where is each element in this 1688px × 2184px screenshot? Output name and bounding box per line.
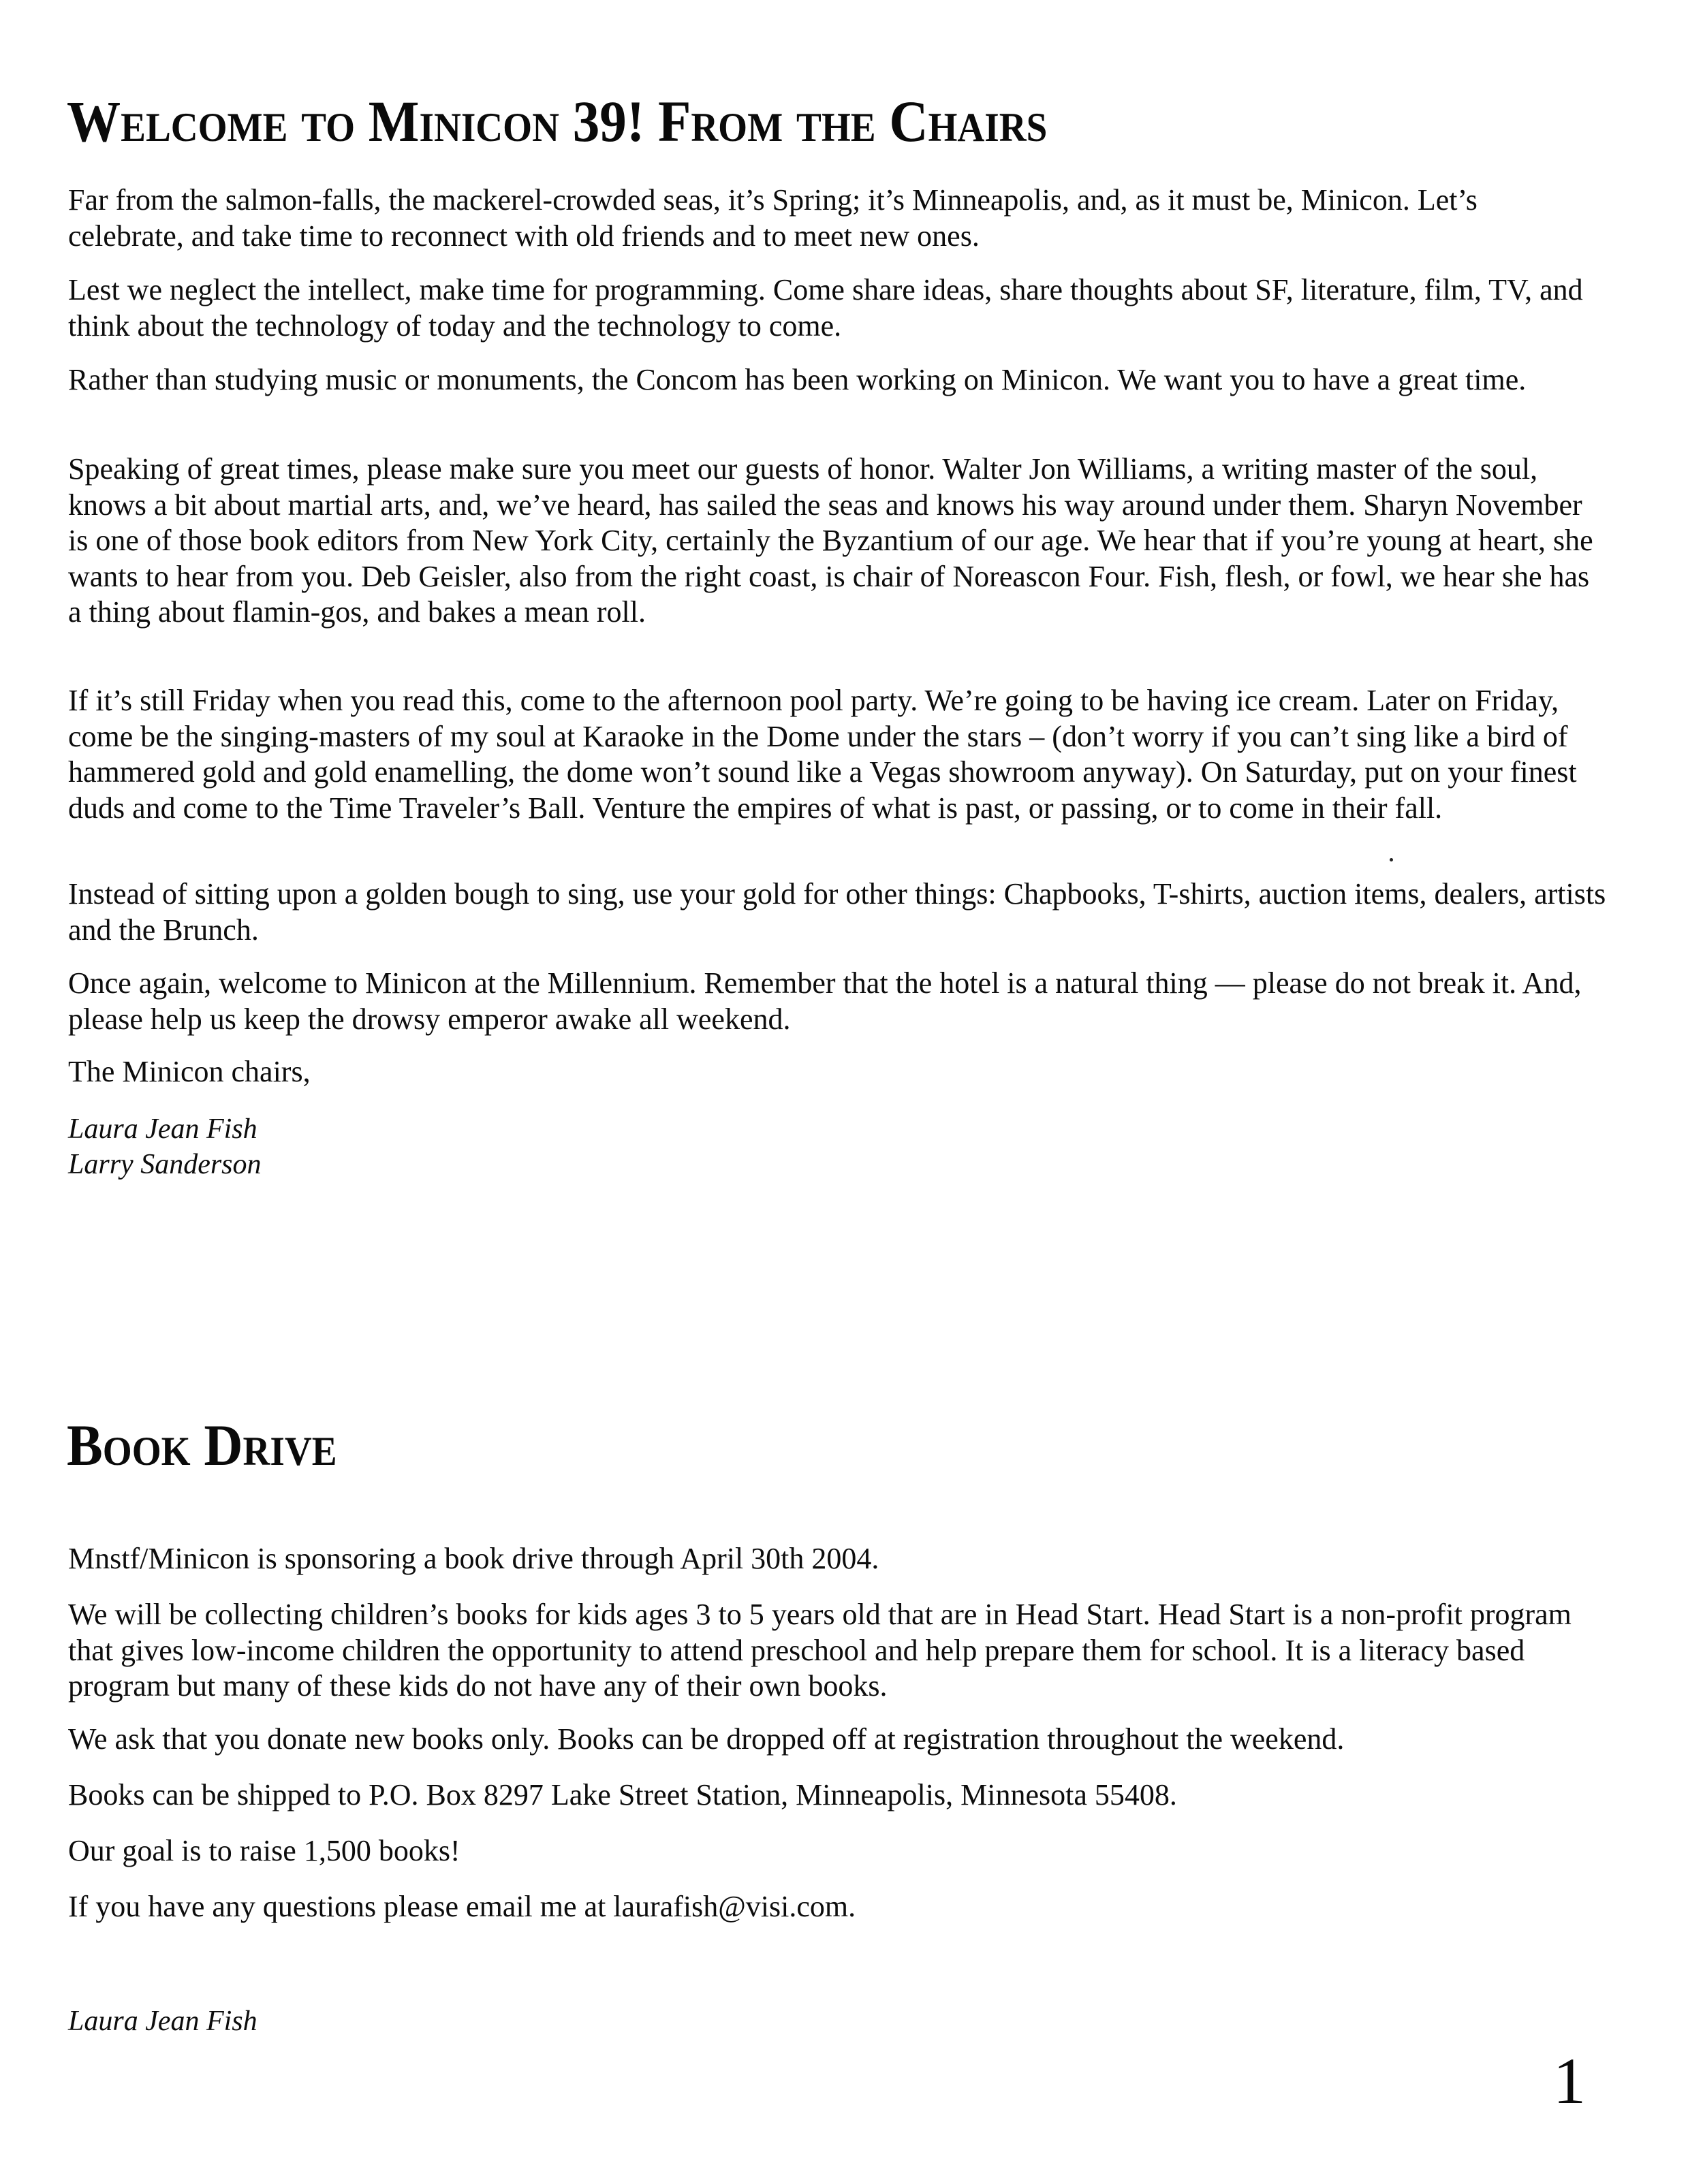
- welcome-paragraph-6: Instead of sitting upon a golden bough to sing, use your gold for other things: Chapbooks, T-shirts, auction items, dealers, artists and the Brunch.: [68, 877, 1606, 947]
- book-drive-paragraph-4: Books can be shipped to P.O. Box 8297 Lake Street Station, Minneapolis, Minnesota 55408.: [68, 1778, 1177, 1811]
- welcome-paragraph-1: Far from the salmon-falls, the mackerel-crowded seas, it’s Spring; it’s Minneapolis, and, as it must be, Minicon. Let’s celebrate, and take time to reconnect with old friends and to meet new ones.: [68, 183, 1478, 253]
- welcome-heading: Welcome to Minicon 39! From the Chairs: [67, 89, 1048, 154]
- page-number: 1: [1553, 2044, 1586, 2117]
- book-drive-signature: Laura Jean Fish: [68, 2006, 257, 2037]
- welcome-paragraph-2: Lest we neglect the intellect, make time for programming. Come share ideas, share thoughts about SF, literature, film, TV, and think about the technology of today and the technology to come.: [68, 273, 1583, 343]
- welcome-paragraph-3: Rather than studying music or monuments, the Concom has been working on Minicon. We want you to have a great time.: [68, 363, 1527, 396]
- book-drive-paragraph-2: We will be collecting children’s books for kids ages 3 to 5 years old that are in Head Start. Head Start is a non-profit program that gives low-income children the opportunity to attend preschool and help prepare them for school. It is a literacy based program but many of these kids do not have any of their own books.: [68, 1598, 1572, 1703]
- signature-laura-jean-fish: Laura Jean Fish: [68, 1113, 257, 1145]
- book-drive-paragraph-6: If you have any questions please email me at laurafish@visi.com.: [68, 1890, 856, 1923]
- book-drive-paragraph-3: We ask that you donate new books only. Books can be dropped off at registration throughout the weekend.: [68, 1722, 1345, 1756]
- book-drive-paragraph-1: Mnstf/Minicon is sponsoring a book drive through April 30th 2004.: [68, 1542, 879, 1575]
- signature-larry-sanderson: Larry Sanderson: [68, 1149, 262, 1180]
- book-drive-paragraph-5: Our goal is to raise 1,500 books!: [68, 1834, 460, 1867]
- welcome-signatures: [68, 1111, 262, 1182]
- welcome-paragraph-7: Once again, welcome to Minicon at the Millennium. Remember that the hotel is a natural thing — please do not break it. And, please help us keep the drowsy emperor awake all weekend.: [68, 966, 1582, 1036]
- welcome-closing: The Minicon chairs,: [68, 1055, 311, 1088]
- welcome-paragraph-4: Speaking of great times, please make sure you meet our guests of honor. Walter Jon Williams, a writing master of the soul, knows a bit about martial arts, and, we’ve heard, has sailed the seas and knows his way around under them. Sharyn November is one of those book editors from New York City, certainly the Byzantium of our age. We hear that if you’re young at heart, she wants to hear from you. Deb Geisler, also from the right coast, is chair of Noreascon Four. Fish, flesh, or fowl, we hear she has a thing about flamin-gos, and bakes a mean roll.: [68, 452, 1593, 629]
- scan-speck: [1390, 858, 1393, 861]
- welcome-paragraph-5: If it’s still Friday when you read this, come to the afternoon pool party. We’re going to be having ice cream. Later on Friday, come be the singing-masters of my soul at Karaoke in the Dome under the stars – (don’t worry if you can’t sing like a bird of hammered gold and gold enamelling, the dome won’t sound like a Vegas showroom anyway). On Saturday, put on your finest duds and come to the Time Traveler’s Ball. Venture the empires of what is past, or passing, or to come in their fall.: [68, 684, 1577, 825]
- book-drive-heading: Book Drive: [67, 1412, 337, 1478]
